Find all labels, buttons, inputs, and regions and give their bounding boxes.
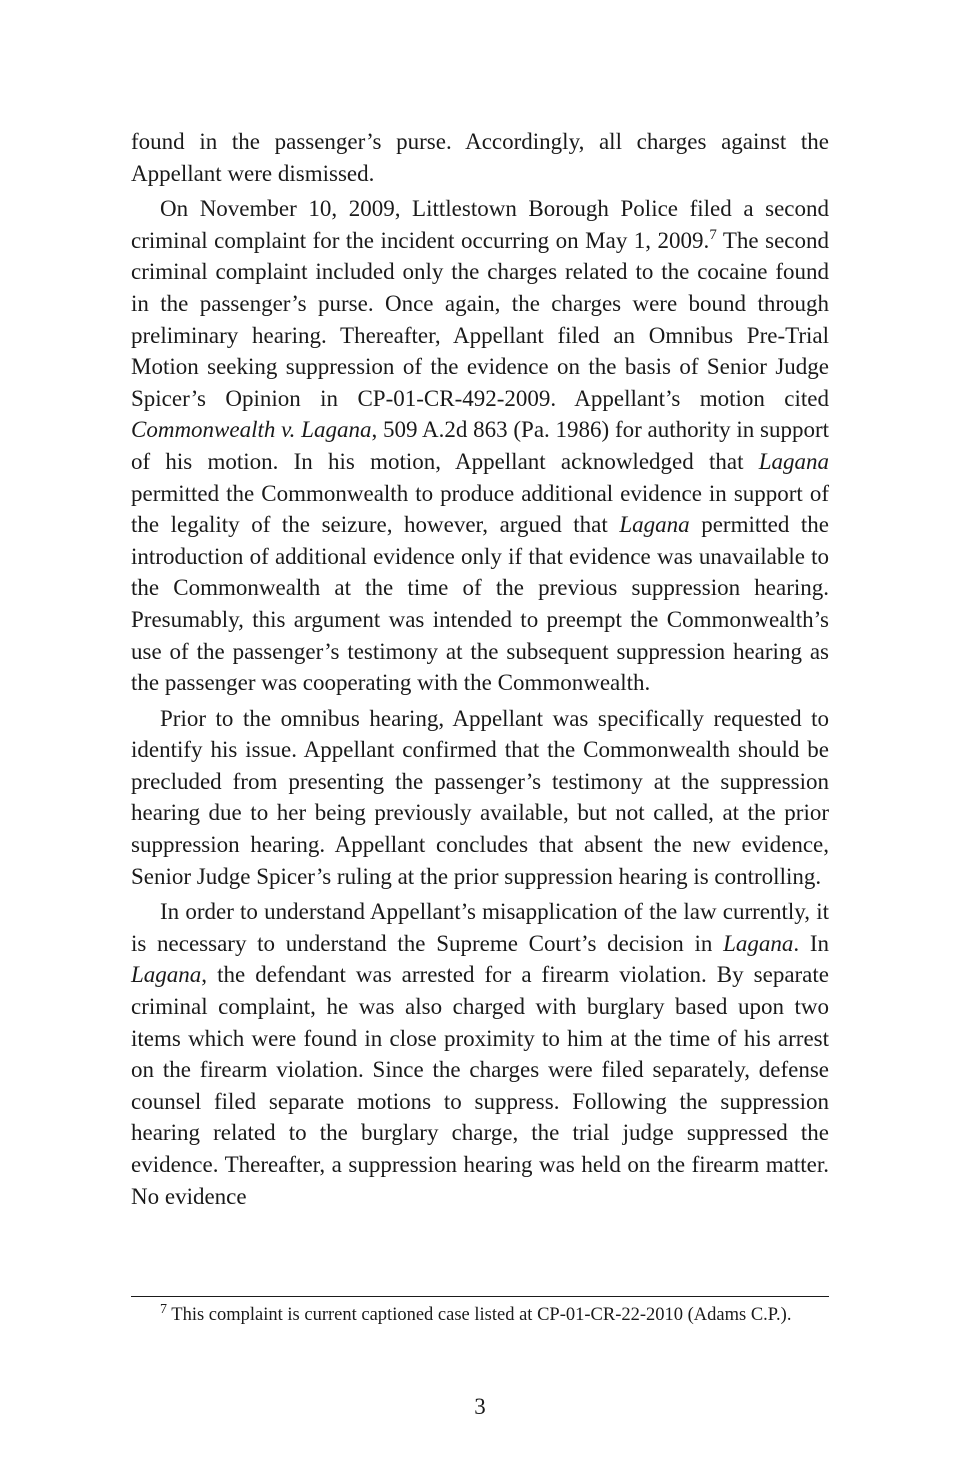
case-citation: Commonwealth v. Lagana bbox=[131, 417, 372, 443]
case-citation: Lagana bbox=[131, 962, 202, 988]
paragraph-1 bbox=[131, 126, 829, 189]
paragraph-text: permitted the introduction of additional evidence only if that evidence was unavailable to the Commonwealth at the time of the previous suppression hearing. Presumably, this argument was intended to preempt the Commonwealth’s use of the passenger’s testimony at the subsequent suppression hearing as the passenger was cooperating with the Commonwealth. bbox=[131, 512, 829, 696]
paragraph-3 bbox=[131, 703, 829, 893]
paragraph-text: . In bbox=[793, 930, 829, 956]
paragraph-text: found in the passenger’s purse. Accordingly, all charges against the Appellant were dismissed. bbox=[131, 129, 829, 186]
paragraph-text: Prior to the omnibus hearing, Appellant was specifically requested to identify his issue. Appellant confirmed that the Commonwealth should be precluded from presenting the passenger’s testimony at the suppression hearing due to her being previously available, but not called, at the prior suppression hearing. Appellant concludes that absent the new evidence, Senior Judge Spicer’s ruling at the prior suppression hearing is controlling. bbox=[131, 705, 829, 889]
footnote-number: 7 bbox=[160, 1302, 167, 1317]
paragraph-4 bbox=[131, 896, 829, 1212]
paragraph-text: , the defendant was arrested for a firearm violation. By separate criminal complaint, he was also charged with burglary based upon two items which were found in close proximity to him at the time of his arrest on the firearm violation. Since the charges were filed separately, defense counsel filed separate motions to suppress. Following the suppression hearing related to the burglary charge, the trial judge suppressed the evidence. Thereafter, a suppression hearing was held on the firearm matter. No evidence bbox=[131, 962, 829, 1209]
document-body bbox=[131, 126, 829, 1216]
case-citation: Lagana bbox=[619, 512, 690, 538]
footnote-reference[interactable]: 7 bbox=[709, 226, 717, 243]
case-citation: Lagana bbox=[758, 448, 829, 474]
paragraph-text: , 509 A.2d 863 (Pa. 1986) for authority in support of his motion. In his motion, Appellant acknowledged that bbox=[131, 417, 830, 474]
footnotes-section bbox=[131, 1296, 829, 1328]
paragraph-text: On November 10, 2009, Littlestown Borough Police filed a second criminal complaint for the incident occurring on May 1, 2009. bbox=[131, 196, 829, 253]
paragraph-2 bbox=[131, 193, 829, 699]
footnote-7 bbox=[131, 1303, 829, 1328]
footnote-text: This complaint is current captioned case listed at CP-01-CR-22-2010 (Adams C.P.). bbox=[167, 1305, 792, 1325]
paragraph-text: The second criminal complaint included only the charges related to the cocaine found in the passenger’s purse. Once again, the charges were bound through preliminary hearing. Thereafter, Appellant filed an Omnibus Pre-Trial Motion seeking suppression of the evidence on the basis of Senior Judge Spicer’s Opinion in CP-01-CR-492-2009. Appellant’s motion cited bbox=[131, 227, 829, 411]
case-citation: Lagana bbox=[723, 930, 794, 956]
footnote-divider bbox=[131, 1296, 829, 1297]
paragraph-text: In order to understand Appellant’s misapplication of the law currently, it is necessary to understand the Supreme Court’s decision in bbox=[131, 899, 829, 956]
paragraph-text: permitted the Commonwealth to produce additional evidence in support of the legality of the seizure, however, argued that bbox=[131, 480, 829, 538]
page-number: 3 bbox=[474, 1394, 486, 1419]
